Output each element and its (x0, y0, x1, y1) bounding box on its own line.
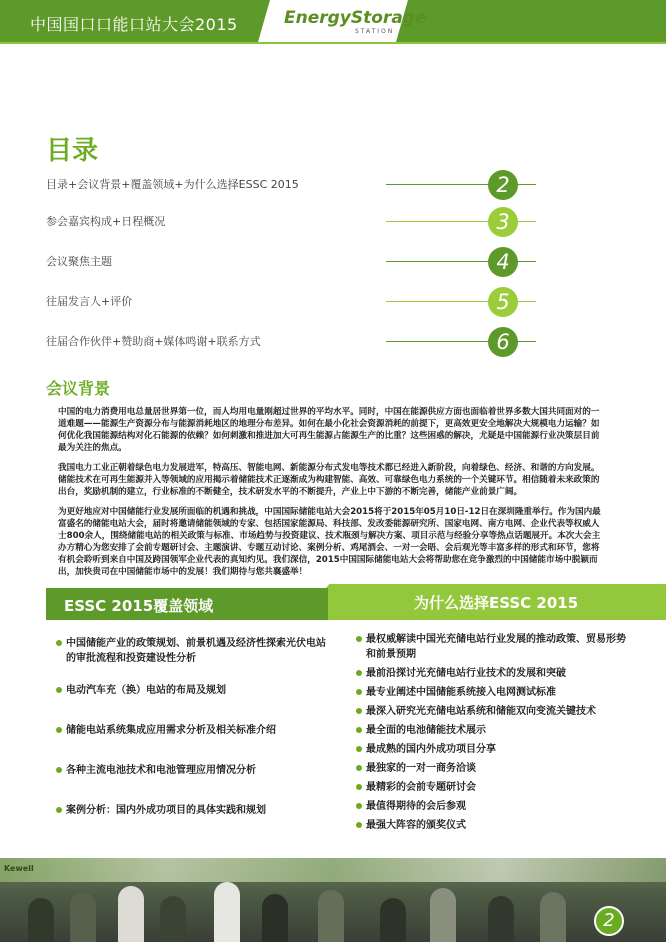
bullet-icon (356, 803, 362, 809)
bullet-icon (356, 784, 362, 790)
logo-station: STATION (355, 28, 395, 35)
bullet-icon (56, 640, 62, 646)
bullet-icon (356, 689, 362, 695)
person-silhouette (118, 886, 144, 942)
person-silhouette (318, 890, 344, 942)
list-item (366, 799, 628, 814)
list-item-text: 电动汽车充（换）电站的布局及规划 (66, 685, 226, 696)
list-item (366, 666, 628, 681)
bullet-icon (356, 670, 362, 676)
list-item-text: 最强大阵容的颁奖仪式 (366, 820, 466, 831)
person-silhouette (70, 892, 96, 942)
toc-item[interactable] (46, 247, 606, 277)
bullet-icon (56, 807, 62, 813)
toc-item-label: 往届合作伙伴+赞助商+媒体鸣谢+联系方式 (46, 335, 261, 348)
toc-page-badge: 3 (488, 207, 518, 237)
list-item-text: 最全面的电池储能技术展示 (366, 725, 486, 736)
list-item-text: 最成熟的国内外成功项目分享 (366, 744, 496, 755)
background-paragraph: 为更好地应对中国储能行业发展所面临的机遇和挑战，中国国际储能电站大会2015将于2015年05月10日-12日在深圳隆重举行。作为国内最富盛名的储能电站大会，届时将邀请储能领域的专家、包括国家能源局、科技部、发改委能源研究所、国家电网、南方电网、企业代表等权威人士800余人，围绕储能电站的相关政策与标准、市场趋势与投资建议、技术瓶颈与解决方案、项目示范与经验分享等热点话题展开。本次大会主办方精心为您安排了会前专题研讨会、主题演讲、专题互动讨论、案例分析、鸡尾酒会、一对一会晤、会后观光等丰富多样的形式和环节，您将有机会聆听到来自中国及跨国领军企业代表的真知灼见。我们深信，2015中国国际储能电站大会将帮助您在竞争激烈的中国储能市场中脱颖而出，加快贵司在中国储能市场中的发展！我们期待与您共襄盛举！ (58, 507, 601, 577)
list-item (66, 763, 328, 778)
toc-page-badge: 4 (488, 247, 518, 277)
list-item-text: 储能电站系统集成应用需求分析及相关标准介绍 (66, 725, 276, 736)
list-item-text: 中国储能产业的政策规划、前景机遇及经济性探索光伏电站的审批流程和投资建设性分析 (66, 638, 326, 664)
page-number-badge: 2 (594, 906, 624, 936)
list-item-text: 最前沿探讨光充储电站行业技术的发展和突破 (366, 668, 566, 679)
toc-page-badge: 6 (488, 327, 518, 357)
photo-sign-text: Kewell (4, 864, 34, 873)
logo-energy-storage: EnergyStorage (284, 8, 427, 28)
toc-item[interactable] (46, 207, 606, 237)
toc-item-label: 参会嘉宾构成+日程概况 (46, 215, 166, 228)
toc-page-badge: 5 (488, 287, 518, 317)
person-silhouette (160, 896, 186, 942)
person-silhouette (28, 898, 54, 942)
person-silhouette (380, 898, 406, 942)
toc-item[interactable] (46, 170, 606, 200)
list-item (66, 723, 328, 738)
person-silhouette (214, 882, 240, 942)
list-item (366, 632, 628, 662)
list-item (66, 803, 328, 818)
list-item-text: 案例分析：国内外成功项目的具体实践和规划 (66, 805, 266, 816)
bullet-icon (356, 636, 362, 642)
background-paragraph: 中国的电力消费用电总量居世界第一位，而人均用电量刚超过世界的平均水平。同时，中国在能源供应方面也面临着世界多数大国共同面对的一道难题——能源生产资源分布与能源消耗地区的地理分布差异。如何在最小化社会资源消耗的前提下，更高效更安全地解决大规模电力运输？如何优化我国能源结构对化石能源的依赖？如何刺激和推进加大可再生能源占能源生产的比重？这些困惑的解决，尤疑是中国能源行业决策层目前最为关注的焦点。 (58, 407, 600, 453)
list-item-text: 最独家的一对一商务洽谈 (366, 763, 476, 774)
list-item (366, 742, 628, 757)
toc-title: 目录 (46, 136, 99, 166)
bullet-icon (56, 687, 62, 693)
person-silhouette (262, 894, 288, 942)
toc-item-label: 会议聚焦主题 (46, 255, 112, 268)
list-item (366, 780, 628, 795)
conference-photo (0, 858, 666, 942)
list-item (66, 636, 328, 666)
bullet-icon (56, 767, 62, 773)
list-item-text: 最专业阐述中国储能系统接入电网测试标准 (366, 687, 556, 698)
person-silhouette (540, 892, 566, 942)
list-item-text: 最值得期待的会后参观 (366, 801, 466, 812)
background-title: 会议背景 (46, 379, 111, 398)
coverage-list (66, 636, 328, 818)
list-item (366, 761, 628, 776)
coverage-title: ESSC 2015覆盖领域 (64, 597, 214, 615)
background-paragraph: 我国电力工业正朝着绿色电力发展进军，特高压、智能电网、新能源分布式发电等技术都已经进入新阶段，向着绿色、经济、和谐的方向发展。储能技术在可再生能源并入等领域的应用揭示着储能技术正逐渐成为构建智能、高效、可靠绿色电力系统的一个关键环节。相信随着未来政策的出台，奖励机制的建立，行业标准的不断健全，技术研发水平的不断提升，产业上中下游的不断完善，储能产业前景广阔。 (58, 463, 600, 497)
toc-item-label: 往届发言人+评价 (46, 295, 133, 308)
list-item-text: 最权威解读中国光充储电站行业发展的推动政策、贸易形势和前景预期 (366, 634, 626, 660)
person-silhouette (430, 888, 456, 942)
list-item (366, 818, 628, 833)
list-item (366, 723, 628, 738)
bullet-icon (356, 727, 362, 733)
bullet-icon (56, 727, 62, 733)
person-silhouette (488, 896, 514, 942)
list-item (66, 683, 328, 698)
bullet-icon (356, 708, 362, 714)
list-item-text: 各种主流电池技术和电池管理应用情况分析 (66, 765, 256, 776)
header-accent-line (0, 42, 666, 44)
bullet-icon (356, 822, 362, 828)
why-list (366, 632, 628, 833)
header-title: 中国国口口能口站大会2015 (30, 15, 238, 34)
list-item-text: 最深入研究光充储电站系统和储能双向变流关键技术 (366, 706, 596, 717)
toc-item[interactable] (46, 287, 606, 317)
toc-item-label: 目录+会议背景+覆盖领域+为什么选择ESSC 2015 (46, 178, 299, 191)
bullet-icon (356, 746, 362, 752)
list-item (366, 704, 628, 719)
why-title: 为什么选择ESSC 2015 (414, 594, 579, 612)
list-item-text: 最精彩的会前专题研讨会 (366, 782, 476, 793)
bullet-icon (356, 765, 362, 771)
photo-backdrop (0, 858, 666, 882)
toc-item[interactable] (46, 327, 606, 357)
toc-page-badge: 2 (488, 170, 518, 200)
list-item (366, 685, 628, 700)
